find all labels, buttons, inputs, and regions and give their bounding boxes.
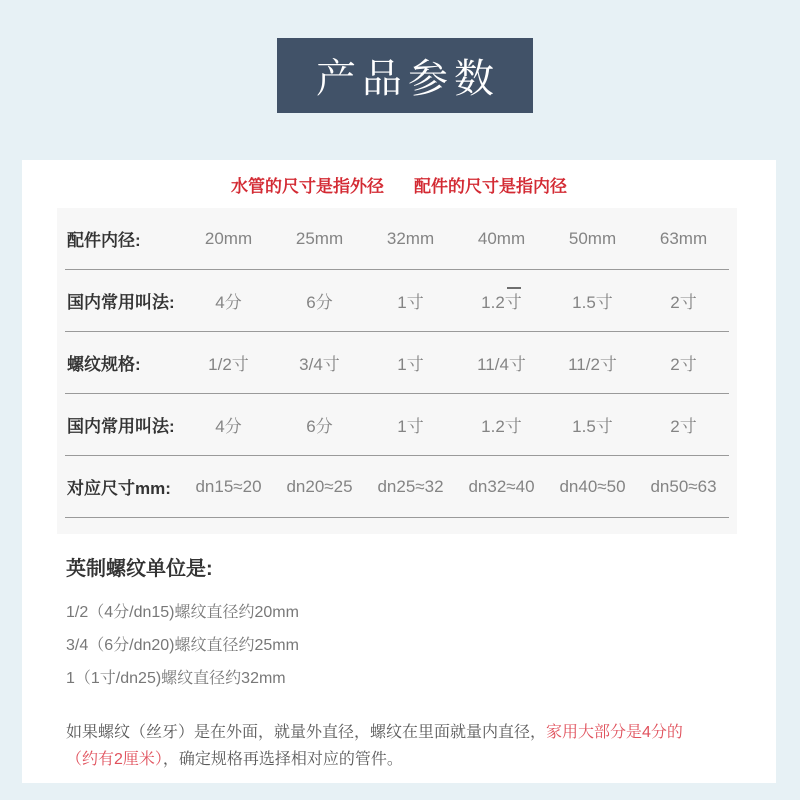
- table-cell: 1.2寸: [481, 417, 522, 436]
- subtitle-outer-diameter: 水管的尺寸是指外径: [231, 177, 384, 196]
- row-label: 配件内径:: [67, 231, 141, 250]
- table-cell: 1.5寸: [572, 417, 613, 436]
- row-label: 国内常用叫法:: [67, 417, 175, 436]
- row-label: 国内常用叫法:: [67, 293, 175, 312]
- table-cell: 11/4寸: [477, 355, 526, 374]
- table-cell: 50mm: [568, 228, 617, 248]
- content-card: [22, 160, 776, 783]
- table-cell: 2寸: [670, 355, 697, 374]
- table-cell: 1寸: [397, 293, 424, 312]
- table-cell: dn32≈40: [468, 476, 535, 496]
- table-cell: 4分: [215, 417, 242, 436]
- imperial-line-3: 1（1寸/dn25)螺纹直径约32mm: [66, 670, 286, 687]
- table-cell: 3/4寸: [299, 355, 340, 374]
- table-cell: 2寸: [670, 417, 697, 436]
- note-line-1: [66, 719, 732, 746]
- table-cell: 11/2寸: [568, 355, 617, 374]
- table-cell: 20mm: [204, 228, 253, 248]
- table-row-thread-spec: [65, 332, 729, 394]
- table-cell: dn40≈50: [559, 476, 626, 496]
- table-cell: 1.2寸: [481, 293, 522, 312]
- note-dark-2: ，确定规格再选择相对应的管件。: [162, 751, 403, 768]
- page-title-banner: [277, 38, 533, 113]
- imperial-line-1: 1/2（4分/dn15)螺纹直径约20mm: [66, 604, 299, 621]
- table-cell: 4分: [215, 293, 242, 312]
- table-cell: 63mm: [659, 228, 708, 248]
- table-cell: 6分: [306, 417, 333, 436]
- table-cell: 1/2寸: [208, 355, 249, 374]
- table-cell: 6分: [306, 293, 333, 312]
- table-cell: dn25≈32: [377, 476, 444, 496]
- table-cell: dn15≈20: [195, 476, 262, 496]
- imperial-thread-list: [66, 596, 732, 695]
- spec-table: [57, 208, 737, 534]
- size-note-subtitle: [66, 176, 732, 198]
- table-cell: 32mm: [386, 228, 435, 248]
- imperial-thread-heading: 英制螺纹单位是:: [66, 558, 213, 580]
- table-row-fitting-inner-diameter: [65, 208, 729, 270]
- note-dark-1: 如果螺纹（丝牙）是在外面，就量外直径，螺纹在里面就量内直径，: [66, 724, 547, 741]
- row-label: 螺纹规格:: [67, 355, 141, 374]
- table-cell: 40mm: [477, 228, 526, 248]
- note-red-1: 家用大部分是4分的: [546, 724, 683, 741]
- table-cell: 1寸: [397, 417, 424, 436]
- row-label: 对应尺寸mm:: [67, 479, 171, 498]
- measurement-note: [66, 719, 732, 773]
- table-cell: 1寸: [397, 355, 424, 374]
- stray-dash-mark: [507, 287, 521, 289]
- table-cell: dn50≈63: [650, 476, 717, 496]
- table-cell: 1.5寸: [572, 293, 613, 312]
- table-cell: dn20≈25: [286, 476, 353, 496]
- table-cell: 2寸: [670, 293, 697, 312]
- table-row-domestic-common-name-2: [65, 394, 729, 456]
- page-title: 产品参数: [316, 57, 500, 101]
- table-row-corresponding-size: [65, 456, 729, 518]
- note-red-2: （约有2厘米）: [66, 751, 163, 768]
- table-cell: 25mm: [295, 228, 344, 248]
- imperial-line-2: 3/4（6分/dn20)螺纹直径约25mm: [66, 637, 299, 654]
- subtitle-inner-diameter: 配件的尺寸是指内径: [414, 177, 567, 196]
- table-row-domestic-common-name: [65, 270, 729, 332]
- note-line-2: [66, 746, 732, 773]
